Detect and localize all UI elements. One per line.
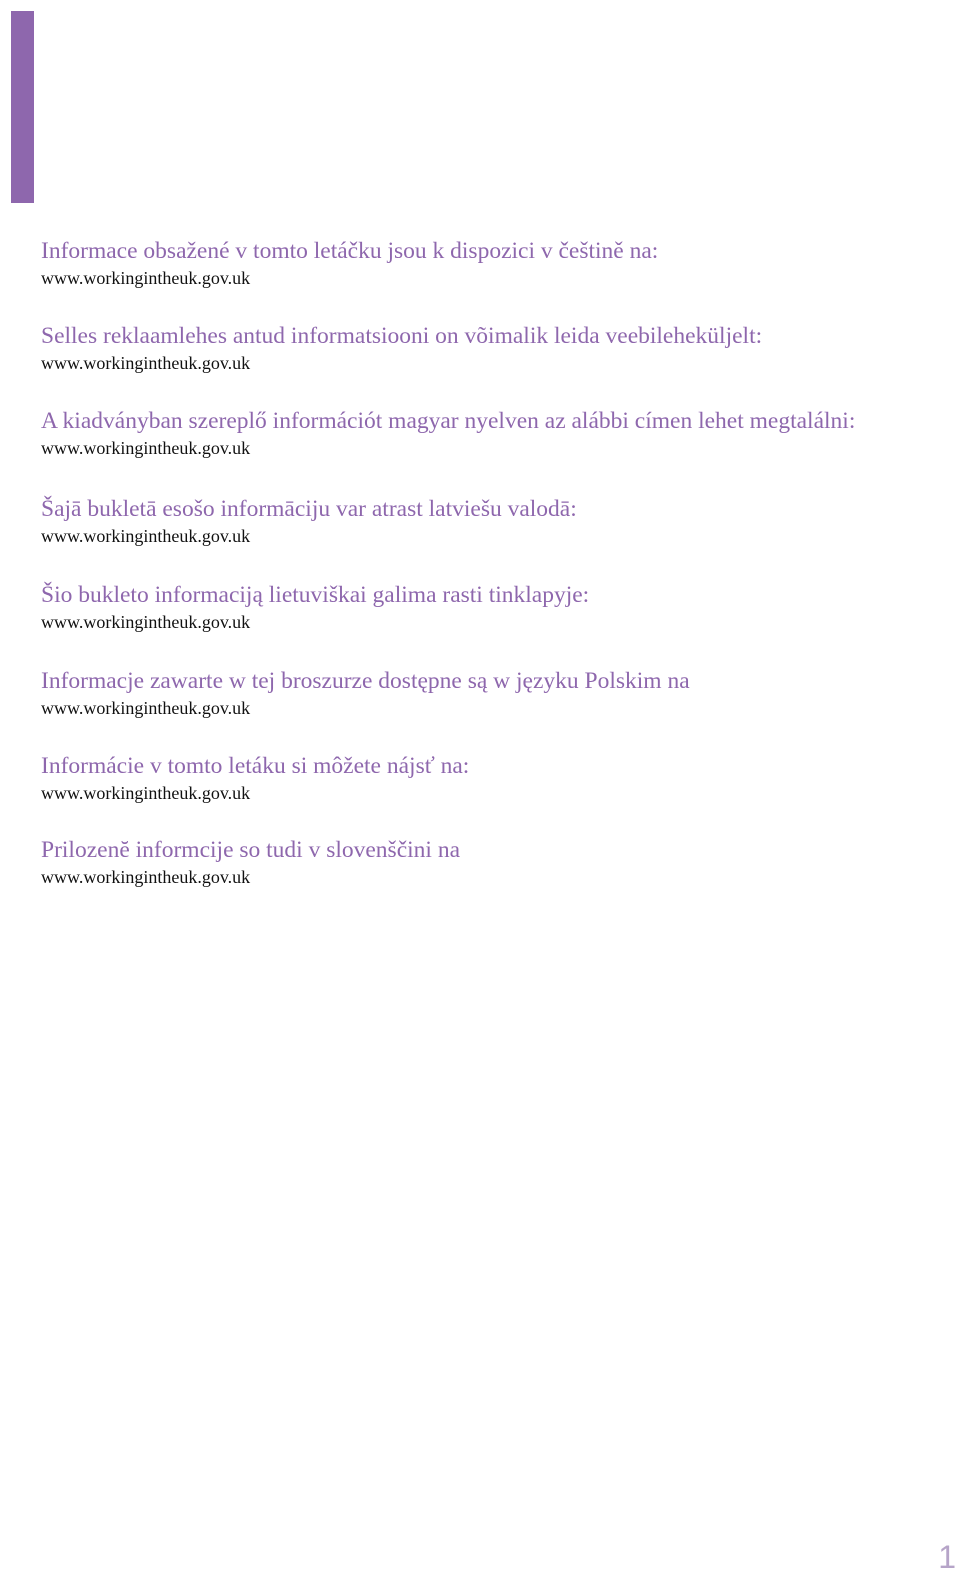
entry-heading: Informace obsažené v tomto letáčku jsou k dispozici v češtině na:: [41, 238, 659, 264]
entry-url[interactable]: www.workingintheuk.gov.uk: [41, 783, 251, 803]
entry-estonian: [41, 322, 941, 374]
entry-czech: [41, 237, 941, 289]
entry-heading: Informacje zawarte w tej broszurze dostępne są w języku Polskim na: [41, 668, 690, 694]
entry-url[interactable]: www.workingintheuk.gov.uk: [41, 867, 251, 887]
entry-url[interactable]: www.workingintheuk.gov.uk: [41, 353, 251, 373]
entry-slovak: [41, 752, 941, 804]
entry-lithuanian: [41, 581, 941, 633]
entry-polish: [41, 667, 941, 719]
entry-heading: Šio bukleto informaciją lietuviškai galima rasti tinklapyje:: [41, 582, 590, 608]
entry-url[interactable]: www.workingintheuk.gov.uk: [41, 526, 251, 546]
entry-heading: Informácie v tomto letáku si môžete nájsť na:: [41, 753, 470, 779]
accent-side-bar: [11, 11, 34, 203]
entry-url[interactable]: www.workingintheuk.gov.uk: [41, 612, 251, 632]
page-number: 1: [938, 1539, 956, 1575]
entry-heading: Šajā bukletā esošo informāciju var atrast latviešu valodā:: [41, 496, 577, 522]
entry-url[interactable]: www.workingintheuk.gov.uk: [41, 698, 251, 718]
entry-heading: Selles reklaamlehes antud informatsiooni on võimalik leida veebileheküljelt:: [41, 323, 763, 349]
entry-heading: A kiadványban szereplő információt magyar nyelven az alábbi címen lehet megtalálni:: [41, 408, 856, 434]
entry-latvian: [41, 495, 941, 547]
entry-url[interactable]: www.workingintheuk.gov.uk: [41, 438, 251, 458]
entry-hungarian: [41, 407, 941, 459]
entry-slovenian: [41, 836, 941, 888]
entry-url[interactable]: www.workingintheuk.gov.uk: [41, 268, 251, 288]
entry-heading: Prilozenĕ informcije so tudi v slovenščini na: [41, 837, 460, 863]
